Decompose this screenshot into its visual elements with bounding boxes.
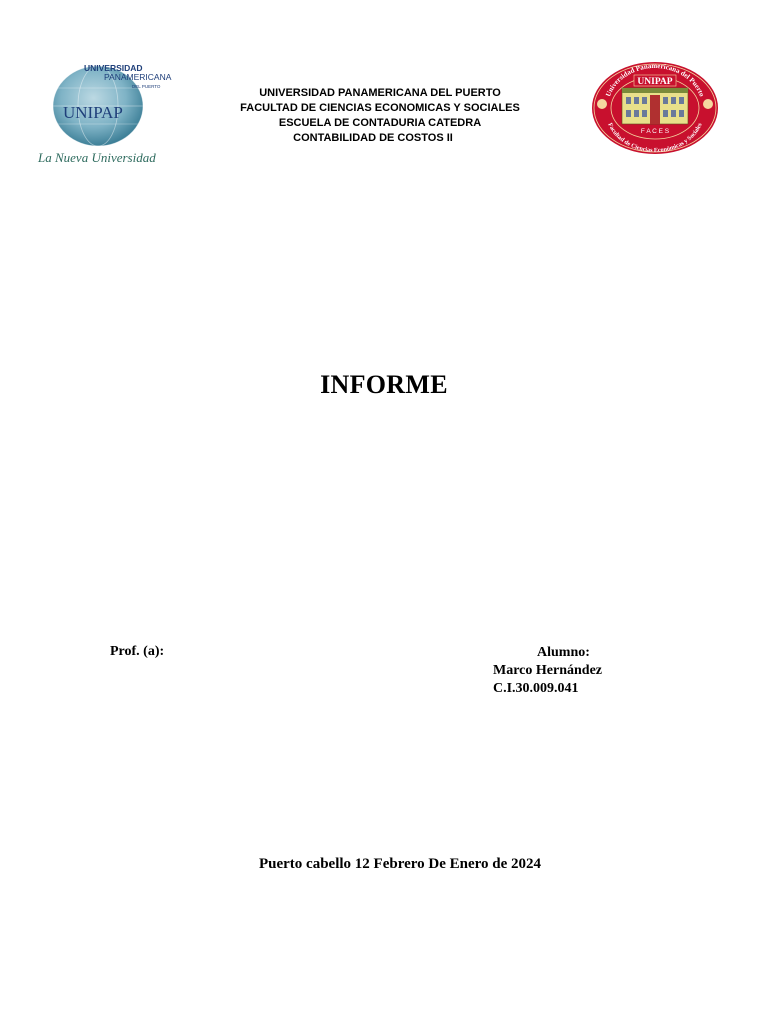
header-course: CONTABILIDAD DE COSTOS II [293,132,453,144]
student-name: Marco Hernández [493,663,602,678]
faculty-seal [590,60,720,156]
globe-logo-icon [36,62,188,168]
emblem-left-icon [597,99,607,109]
logo-acronym: UNIPAP [63,103,123,122]
logo-tagline: La Nueva Universidad [38,150,156,165]
seal-ring-top-text: Universidad Panamericana del Puerto [604,61,706,98]
professor-label: Prof. (a): [110,644,165,659]
seal-icon [590,60,720,156]
student-id: C.I.30.009.041 [493,681,579,696]
student-label: Alumno: [537,645,590,660]
logo-third-line: DEL PUERTO [132,84,161,89]
seal-inner-text: F A C E S [640,128,670,135]
document-title: INFORME [320,370,448,399]
header-university: UNIVERSIDAD PANAMERICANA DEL PUERTO [259,87,501,99]
place-date: Puerto cabello 12 Febrero De Enero de 2024 [258,856,542,872]
seal-acronym: UNIPAP [637,77,673,87]
logo-top-line: UNIVERSIDAD [84,63,143,73]
logo-second-line: PANAMERICANA [104,72,172,82]
institution-header [230,86,530,146]
university-logo [36,62,188,168]
student-info [493,644,602,698]
emblem-right-icon [703,99,713,109]
header-faculty: FACULTAD DE CIENCIAS ECONOMICAS Y SOCIALES [240,102,520,114]
header-school: ESCUELA DE CONTADURIA CATEDRA [278,117,482,129]
seal-ring-bottom-text: Facultad de Ciencias Económicas y Sociales [606,121,704,155]
